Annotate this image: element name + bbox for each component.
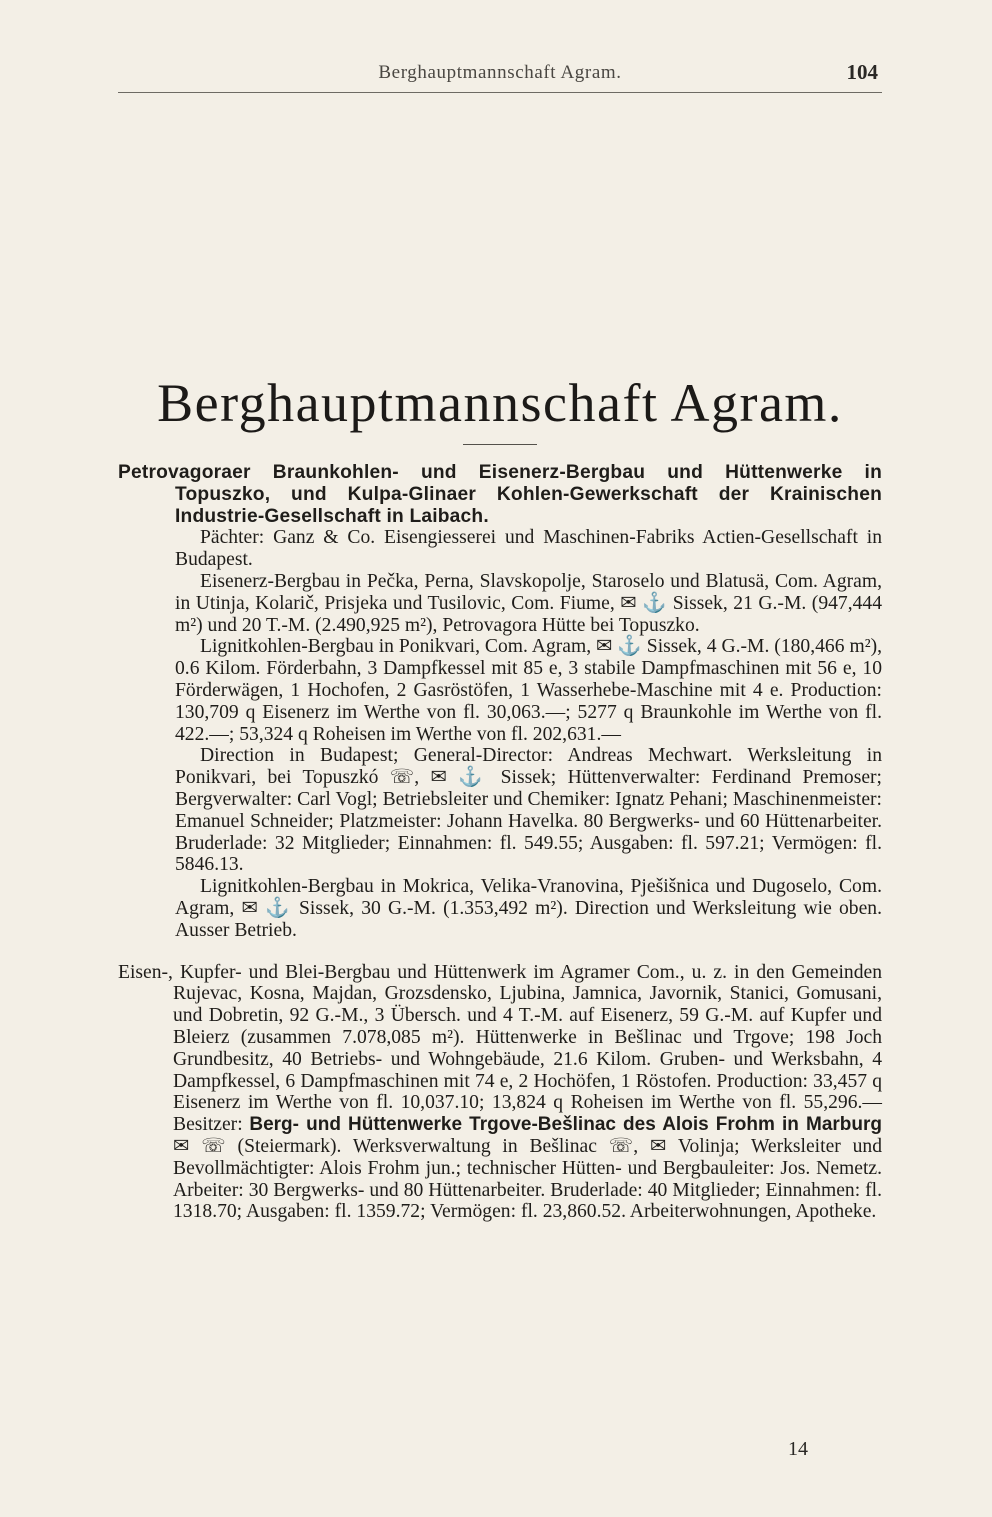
entries <box>118 462 882 1223</box>
entry-paragraph: Eisenerz-Bergbau in Pečka, Perna, Slavskopolje, Staroselo und Blatusä, Com. Agram, in Utinja, Kolarič, Prisjeka und Tusilovic, Com. Fiume, ✉ ⚓ Sissek, 21 G.-M. (947,444 m²) und 20 T.-M. (2.490,925 m²), Petrovagora Hütte bei Topuszko. <box>175 570 882 636</box>
entry-heading: Petrovagoraer Braunkohlen- und Eisenerz-Bergbau und Hüttenwerke in Topuszko, und Kulpa-Glinaer Kohlen-Gewerkschaft der Krainischen Industrie-Gesellschaft in Laibach. <box>118 462 882 527</box>
entry-paragraph: Direction in Budapest; General-Director: Andreas Mechwart. Werksleitung in Ponikvari, bei Topuszkó ☏, ✉ ⚓ Sissek; Hüttenverwalter: Ferdinand Premoser; Bergverwalter: Carl Vogl; Betriebsleiter und Chemiker: Ignatz Pehani; Maschinenmeister: Emanuel Schneider; Platzmeister: Johann Havelka. 80 Bergwerks- und 60 Hüttenarbeiter. Bruderlade: 32 Mitglieder; Einnahmen: fl. 549.55; Ausgaben: fl. 597.21; Vermögen: fl. 5846.13. <box>175 745 882 876</box>
entry-body <box>118 962 882 1224</box>
page-number: 104 <box>846 60 878 84</box>
entry-paragraph: Pächter: Ganz & Co. Eisengiesserei und Maschinen-Fabriks Actien-Gesellschaft in Budapest. <box>175 527 882 571</box>
entry-text-after: ✉ ☏ (Steiermark). Werksverwaltung in Bešlinac ☏, ✉ Volinja; Werksleiter und Bevollmächtigter: Alois Frohm jun.; technischer Hütten- und Bergbauleiter: Jos. Nemetz. Arbeiter: 30 Bergwerks- und 80 Hüttenarbeiter. Bruderlade: 40 Mitglieder; Einnahmen: fl. 1318.70; Ausgaben: fl. 1359.72; Vermögen: fl. 23,860.52. Arbeiterwohnungen, Apotheke. <box>173 1135 882 1223</box>
entry-paragraph: Lignitkohlen-Bergbau in Mokrica, Velika-Vranovina, Pješišnica und Dugoselo, Com. Agram, ✉ ⚓ Sissek, 30 G.-M. (1.353,492 m²). Direction und Werksleitung wie oben. Ausser Betrieb. <box>175 876 882 941</box>
entry-trgove-beslinac <box>118 962 882 1224</box>
entry-text-before: Eisen-, Kupfer- und Blei-Bergbau und Hüttenwerk im Agramer Com., u. z. in den Gemeinden Rujevac, Kosna, Majdan, Grozsdensko, Ljubina, Jamnica, Javornik, Stanici, Gomusani, und Dobretin, 92 G.-M., 3 Übersch. und 4 T.-M. auf Eisenerz, 59 G.-M. auf Kupfer und Bleierz (zusammen 7.078,085 m²). Hüttenwerke in Bešlinac und Trgove; 198 Joch Grundbesitz, 40 Betriebs- und Wohngebäude, 21.6 Kilom. Gruben- und Werksbahn, 4 Dampfkessel, 6 Dampfmaschinen mit 74 e, 2 Hochöfen, 1 Röstofen. Production: 33,457 q Eisenerz im Werthe von fl. 10,037.10; 13,824 q Roheisen im Werthe von fl. 55,296.— Besitzer: <box>118 961 882 1136</box>
section-title: Berghauptmannschaft Agram. <box>157 373 843 433</box>
running-title: Berghauptmannschaft Agram. <box>378 62 622 83</box>
title-divider <box>463 444 537 445</box>
entry-petrovagora <box>118 462 882 942</box>
running-header <box>118 58 882 93</box>
signature-mark: 14 <box>788 1438 808 1460</box>
owner-name: Berg- und Hüttenwerke Trgove-Bešlinac des Alois Frohm in Marburg <box>249 1114 882 1136</box>
entry-paragraph: Lignitkohlen-Bergbau in Ponikvari, Com. Agram, ✉ ⚓ Sissek, 4 G.-M. (180,466 m²), 0.6 Kilom. Förderbahn, 3 Dampfkessel mit 85 e, 3 stabile Dampfmaschinen mit 56 e, 10 Förderwägen, 1 Hochofen, 2 Gasröstöfen, 1 Wasserhebe-Maschine mit 4 e. Production: 130,709 q Eisenerz im Werthe von fl. 30,063.—; 5277 q Braunkohle im Werthe von fl. 422.—; 53,324 q Roheisen im Werthe von fl. 202,631.— <box>175 636 882 745</box>
